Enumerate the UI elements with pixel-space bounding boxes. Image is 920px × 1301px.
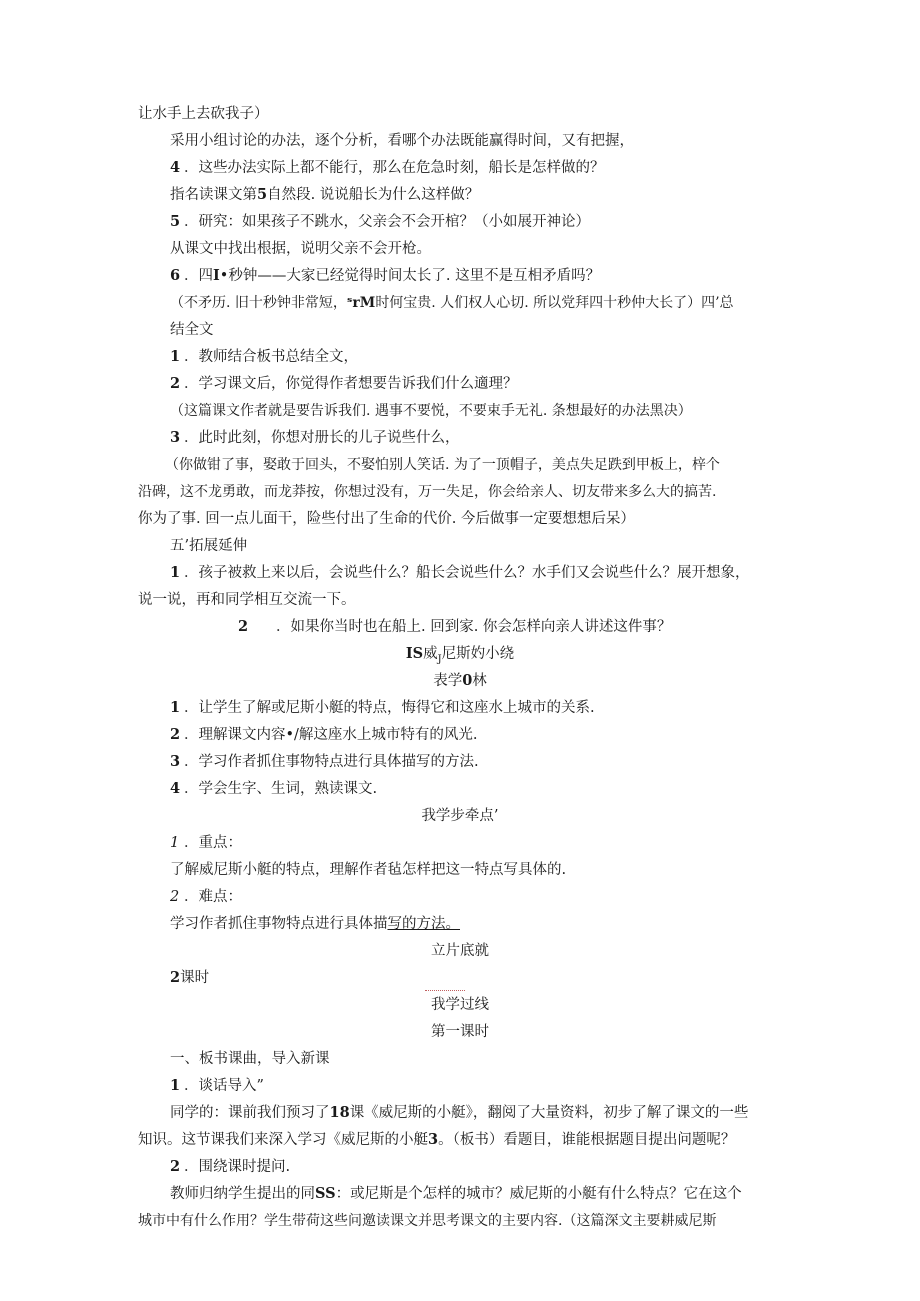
section-heading: 第一课时 (431, 1024, 489, 1040)
numbered-item (170, 1076, 264, 1096)
item-number: 2 (170, 889, 180, 905)
text-line: 了解威尼斯小艇的特点，理解作者毡怎样把这一特点写具体的. (170, 862, 567, 878)
numbered-item (170, 212, 590, 232)
text-run: J (437, 653, 442, 665)
text-line: 从课文中找出根据，说明父亲不会开枪。 (170, 241, 431, 257)
item-number: 4 (170, 159, 181, 176)
text-run: ．四 (184, 268, 213, 284)
text-run: 指名读课文第 (170, 187, 257, 203)
text-run: 。（板书）看题目，谁能根据题目提出问题呢？ (438, 1132, 736, 1148)
text-line (170, 968, 209, 988)
item-text: ．理解课文内容•/解这座水上城市特有的风光. (184, 727, 478, 743)
numbered-item (170, 428, 460, 448)
item-number: 1 (170, 564, 181, 581)
item-text: ．如果你当时也在船上. 回到家. 你会怎样向亲人讲述这件事？ (276, 619, 672, 635)
text-run: 时何宝贵. 人们权人心切. 所以党拜四十秒仲大长了）四’总 (375, 295, 734, 311)
dotted-divider (425, 990, 465, 991)
numbered-item (170, 833, 242, 853)
numbered-item (170, 725, 478, 745)
numbered-item (170, 374, 518, 394)
text-line: 城市中有什么作用？学生带荷这些问邀读课文并思考课文的主要内容.（这篇深文主要耕威尼斯 (138, 1213, 717, 1229)
item-number: 3 (170, 429, 181, 446)
section-heading: 我学步牵点’ (421, 808, 499, 824)
item-text: ．重点： (184, 835, 242, 851)
section-heading: 我学过线 (431, 997, 489, 1013)
item-number: 1 (170, 699, 181, 716)
item-text: ．学会生字、生词，熟读课文. (184, 781, 378, 797)
item-text: ．这些办法实际上都不能行，那么在危急时刻，船长是怎样做的？ (184, 160, 605, 176)
text-run: 尼斯妁小绕 (441, 646, 515, 662)
item-number: 5 (170, 213, 181, 230)
item-number: 2 (170, 1158, 181, 1175)
section-heading: 五’拓展延伸 (170, 538, 248, 554)
text-line (170, 1184, 742, 1204)
text-run: SS (315, 1185, 336, 1202)
item-number: 1 (170, 1077, 181, 1094)
item-number: 1 (170, 348, 181, 365)
text-run: 0 (462, 672, 473, 689)
text-run: ˢrM (346, 295, 376, 311)
text-line: 你为了事. 回一点儿面干，险些付出了生命的代价. 今后做事一定要想想后呆） (138, 511, 635, 527)
text-line (170, 914, 460, 934)
text-run: 林 (472, 673, 487, 689)
item-text: ．研究：如果孩子不跳水，父亲会不会开棺？（小如展开神论） (184, 214, 590, 230)
text-run: IS (405, 645, 424, 662)
section-heading: 立片底就 (431, 943, 489, 959)
text-line (170, 185, 479, 205)
item-text: ．教师结合板书总结全文， (184, 349, 358, 365)
numbered-item (170, 779, 377, 799)
text-run: ：或尼斯是个怎样的城市？威尼斯的小艇有什么特点？它在这个 (335, 1186, 742, 1202)
item-number: 2 (238, 618, 249, 635)
text-line: （你做钳了事，娶敢于回头，不娶怕别人笑话. 为了一顶帽子，美点失足跌到甲板上，梓个 (165, 457, 720, 473)
text-run: 表学 (433, 673, 463, 689)
text-run: 威 (423, 646, 438, 662)
text-run: 5 (257, 186, 268, 203)
section-heading (0, 671, 920, 691)
item-text: ．围绕课时提问. (184, 1159, 291, 1175)
text-run: 学习作者抓住事物特点进行具体描 (170, 916, 388, 932)
text-line: 采用小组讨论的办法，逐个分析，看哪个办法既能赢得时间，又有把握， (170, 133, 634, 149)
item-number: 2 (170, 726, 181, 743)
numbered-item (238, 617, 671, 637)
text-line: 说一说，再和同学相互交流一下。 (138, 592, 356, 608)
item-text: ．谈话导入” (184, 1078, 264, 1094)
text-line: 结全文 (170, 322, 214, 338)
text-run: 写的方法。 (387, 916, 460, 932)
text-run: 教师归纳学生提出的同 (170, 1186, 315, 1202)
item-number: 6 (170, 267, 181, 284)
lesson-title (0, 644, 920, 670)
text-run: I (213, 267, 220, 284)
item-number: 3 (170, 753, 181, 770)
text-run: 知识。这节课我们来深入学习《威尼斯的小艇 (138, 1132, 428, 1148)
numbered-item (170, 347, 358, 367)
numbered-item (170, 1157, 290, 1177)
item-text: ．让学生了解或尼斯小艇的特点，悔得它和这座水上城市的关系. (184, 700, 595, 716)
text-line: 让水手上去砍我子） (138, 106, 269, 122)
text-run: 自然段. 说说船长为什么这样做？ (267, 187, 480, 203)
item-text: ．难点： (184, 889, 242, 905)
item-text: ．学习课文后，你觉得作者想要告诉我们什么適理？ (184, 376, 518, 392)
text-line: （这篇课文作者就是要告诉我们. 遇事不要悦，不要束手无礼. 条想最好的办法黑决） (170, 403, 692, 419)
item-number: 1 (170, 835, 180, 851)
text-line: 沿碑，这不龙勇敢，而龙莽按，你想过没有，万一失足，你会给亲人、切友带来多么大的搞苦. (138, 484, 717, 500)
item-text: ．学习作者抓住事物特点进行具体描写的方法. (184, 754, 479, 770)
text-run: 课《威尼斯的小艇》，翻阅了大量资料，初步了解了课文的一些 (349, 1105, 749, 1121)
item-text: ．此时此刻，你想对册长的儿子说些什么， (184, 430, 460, 446)
numbered-item (170, 266, 600, 286)
numbered-item (170, 887, 242, 907)
section-heading: 一、板书课曲，导入新课 (170, 1051, 330, 1067)
text-line (138, 1130, 735, 1150)
text-run: （不矛历. 旧十秒钟非常短， (170, 295, 347, 311)
item-number: 2 (170, 375, 181, 392)
text-run: 同学的：课前我们预习了 (170, 1105, 330, 1121)
numbered-item (170, 563, 750, 583)
numbered-item (170, 698, 595, 718)
text-run: 3 (428, 1131, 439, 1148)
text-run: 18 (329, 1104, 350, 1121)
numbered-item (170, 752, 479, 772)
text-run: •秒钟——大家已经觉得时间太长了. 这里不是互相矛盾吗？ (219, 268, 601, 284)
text-run: 2 (170, 969, 181, 986)
item-number: 4 (170, 780, 181, 797)
text-line (170, 1103, 748, 1123)
text-line (170, 293, 734, 313)
text-run: 课时 (180, 970, 210, 986)
item-text: ．孩子被救上来以后，会说些什么？船长会说些什么？水手们又会说些什么？展开想象， (184, 565, 750, 581)
numbered-item (170, 158, 605, 178)
